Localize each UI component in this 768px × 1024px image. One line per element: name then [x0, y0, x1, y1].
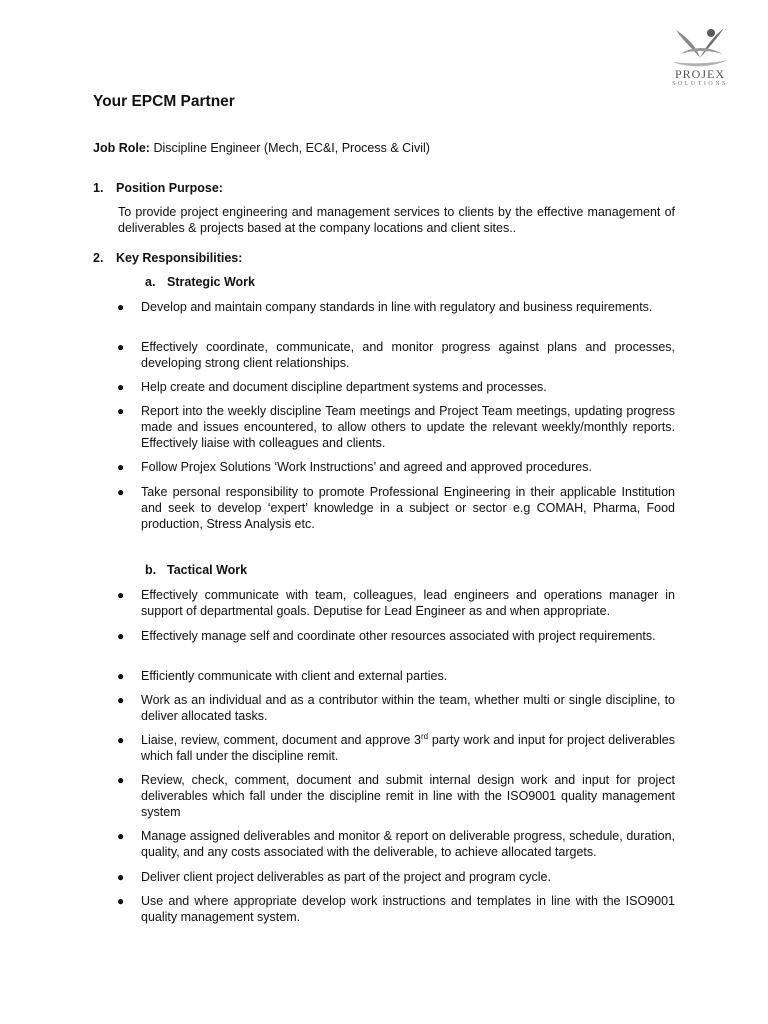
- list-item: [117, 731, 675, 764]
- list-item-text: Take personal responsibility to promote Professional Engineering in their applicable Institution and seek to develop ‘expert’ knowledge in a subject or sector e.g COMAH, Pharma, Food production, Stress Analysis etc.: [141, 485, 675, 531]
- list-item: [117, 484, 675, 532]
- bullet-icon: ●: [117, 773, 125, 787]
- list-item-text: Effectively communicate with team, colleagues, lead engineers and operations manager in support of departmental goals. Deputise for Lead Engineer as and when appropriate.: [141, 588, 675, 618]
- list-item: [117, 828, 675, 860]
- list-item-text: Review, check, comment, document and submit internal design work and input for project deliverables which fall under the discipline remit in line with the ISO9001 quality management system: [141, 773, 675, 819]
- list-item-text: Follow Projex Solutions ‘Work Instructions’ and agreed and approved procedures.: [141, 460, 592, 474]
- bullet-icon: ●: [117, 588, 125, 602]
- section-2-heading: [93, 251, 242, 265]
- position-purpose-text: To provide project engineering and management services to clients by the effective management of deliverables & projects based at the company locations and client sites..: [118, 205, 675, 235]
- bullet-icon: ●: [117, 894, 125, 908]
- section-2-title: Key Responsibilities:: [116, 251, 243, 265]
- strategic-work-letter: a.: [145, 275, 156, 289]
- bullet-icon: ●: [117, 733, 125, 747]
- section-1-number: 1.: [93, 181, 104, 195]
- list-item: [117, 692, 675, 724]
- list-item-text: Use and where appropriate develop work instructions and templates in line with the ISO9001 quality management system.: [141, 894, 675, 924]
- tactical-work-heading: [145, 563, 247, 577]
- bullet-icon: ●: [117, 485, 125, 499]
- list-item: [117, 628, 675, 644]
- section-2-number: 2.: [93, 251, 104, 265]
- bullet-icon: ●: [117, 340, 125, 354]
- tactical-work-title: Tactical Work: [167, 563, 248, 577]
- bullet-icon: ●: [117, 460, 125, 474]
- list-item-text: Efficiently communicate with client and external parties.: [141, 669, 448, 683]
- section-1-heading: [93, 181, 223, 195]
- bullet-icon: ●: [117, 870, 125, 884]
- list-item-text: Work as an individual and as a contributor within the team, whether multi or single discipline, to deliver allocated tasks.: [141, 693, 675, 723]
- list-item: [117, 339, 675, 371]
- list-item: [117, 587, 675, 619]
- list-item: [117, 403, 675, 451]
- list-item-text-part: Liaise, review, comment, document and approve 3: [141, 733, 421, 747]
- list-item-text: Deliver client project deliverables as part of the project and program cycle.: [141, 870, 551, 884]
- logo-subtitle: SOLUTIONS: [672, 81, 728, 87]
- list-item-text: Effectively coordinate, communicate, and monitor progress against plans and processes, developing strong client relationships.: [141, 340, 675, 370]
- list-item-text: [141, 733, 675, 763]
- bullet-icon: ●: [117, 669, 125, 683]
- list-item-text: Effectively manage self and coordinate other resources associated with project requirements.: [141, 629, 656, 643]
- list-item: [117, 893, 675, 925]
- bullet-icon: ●: [117, 829, 125, 843]
- logo-name: PROJEX: [674, 67, 725, 81]
- projex-logo: [667, 24, 733, 96]
- list-item: [117, 459, 675, 475]
- job-role-line: [93, 141, 430, 155]
- projex-swoosh-icon: [670, 24, 730, 70]
- list-item: [117, 299, 675, 315]
- list-item-text-part: party work and input for project deliverables which fall under the discipline remit.: [141, 733, 675, 763]
- bullet-icon: ●: [117, 404, 125, 418]
- job-role-value: Discipline Engineer (Mech, EC&I, Process & Civil): [153, 141, 430, 155]
- page-title: Your EPCM Partner: [93, 93, 235, 110]
- list-item-text: Help create and document discipline department systems and processes.: [141, 380, 547, 394]
- bullet-icon: ●: [117, 629, 125, 643]
- section-1-title: Position Purpose:: [116, 181, 223, 195]
- list-item: [117, 772, 675, 820]
- bullet-icon: ●: [117, 300, 125, 314]
- list-item-text: Manage assigned deliverables and monitor & report on deliverable progress, schedule, duration, quality, and any costs associated with the deliverable, to achieve allocated targets.: [141, 829, 675, 859]
- strategic-work-title: Strategic Work: [167, 275, 255, 289]
- bullet-icon: ●: [117, 380, 125, 394]
- list-item: [117, 869, 675, 885]
- list-item: [117, 379, 675, 395]
- list-item-text: Develop and maintain company standards in line with regulatory and business requirements.: [141, 300, 653, 314]
- tactical-work-letter: b.: [145, 563, 157, 577]
- strategic-work-heading: [145, 275, 255, 289]
- list-item-text: Report into the weekly discipline Team meetings and Project Team meetings, updating progress made and issues encountered, to allow others to update the relevant weekly/monthly reports. Effectively liaise with colleagues and clients.: [141, 404, 675, 450]
- ordinal-superscript: rd: [421, 731, 429, 741]
- list-item: [117, 668, 675, 684]
- job-role-label: Job Role:: [93, 141, 150, 155]
- bullet-icon: ●: [117, 693, 125, 707]
